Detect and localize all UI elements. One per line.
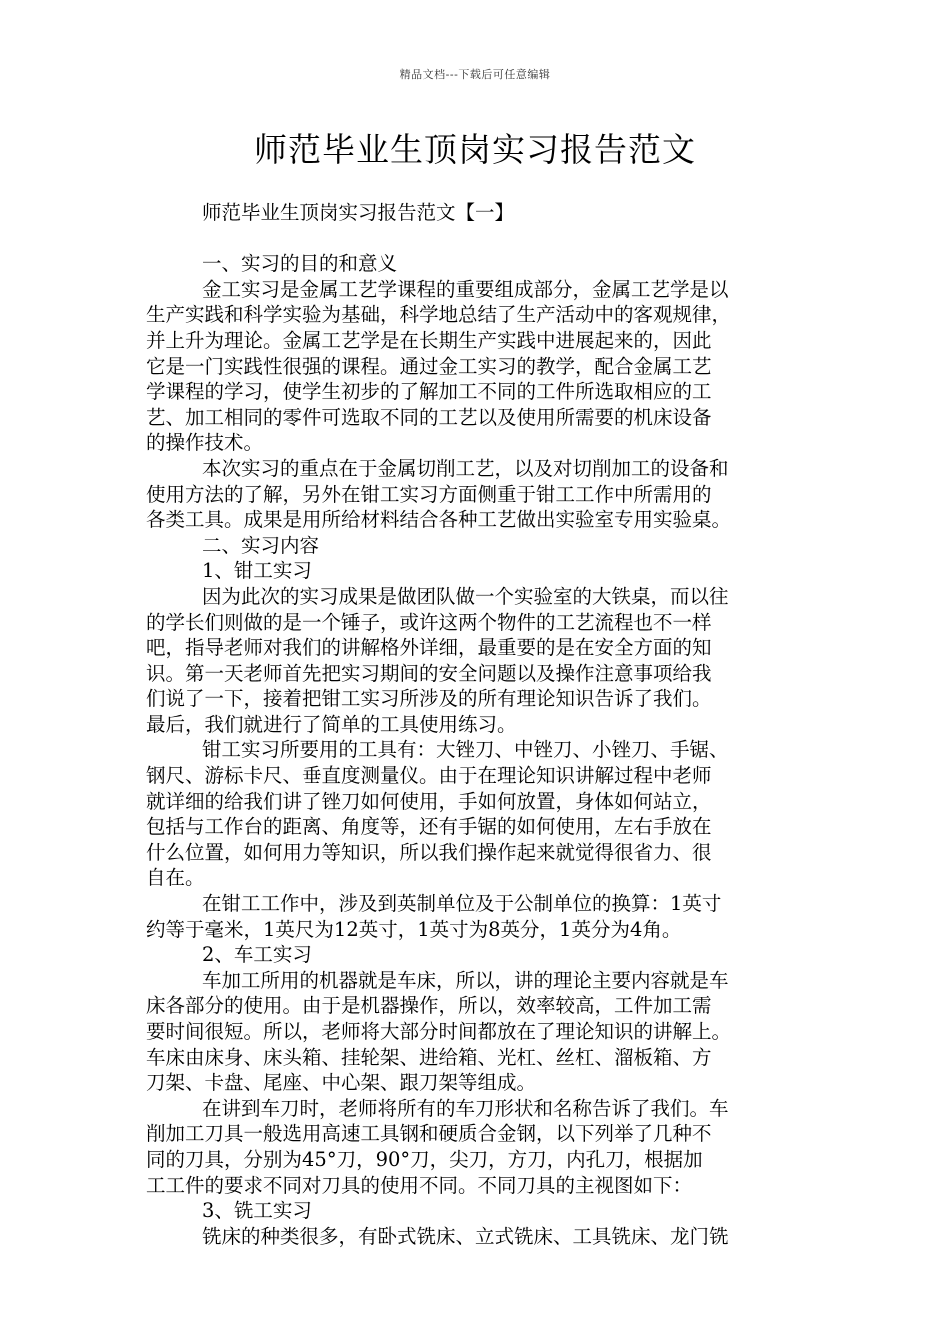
paragraph-line: 生产实践和科学实验为基础，科学地总结了生产活动中的客观规律， [146, 303, 732, 327]
paragraph-line: 最后，我们就进行了简单的工具使用练习。 [146, 712, 517, 736]
paragraph-line: 在讲到车刀时，老师将所有的车刀形状和名称告诉了我们。车 [202, 1096, 729, 1120]
paragraph-line: 约等于毫米，1英尺为12英寸，1英寸为8英分，1英分为4角。 [146, 917, 682, 941]
header-note: 精品文档---下载后可任意编辑 [399, 68, 551, 81]
blank-line [146, 226, 808, 252]
subheading: 一、实习的目的和意义 [202, 252, 398, 276]
paragraph-line: 各类工具。成果是用所给材料结合各种工艺做出实验室专用实验桌。 [146, 508, 732, 532]
paragraph-line: 们说了一下，接着把钳工实习所涉及的所有理论知识告诉了我们。 [146, 687, 712, 711]
paragraph-line: 因为此次的实习成果是做团队做一个实验室的大铁桌，而以往 [202, 584, 729, 608]
paragraph-line: 它是一门实践性很强的课程。通过金工实习的教学，配合金属工艺 [146, 354, 712, 378]
paragraph-line: 吧，指导老师对我们的讲解格外详细，最重要的是在安全方面的知 [146, 636, 712, 660]
paragraph-line: 学课程的学习，使学生初步的了解加工不同的工件所选取相应的工 [146, 380, 712, 404]
subheading: 二、实习内容 [202, 533, 320, 557]
paragraph-line: 金工实习是金属工艺学课程的重要组成部分，金属工艺学是以 [202, 277, 729, 301]
paragraph-line: 同的刀具，分别为45°刀，90°刀，尖刀，方刀，内孔刀，根据加 [146, 1147, 703, 1171]
paragraph-line: 就详细的给我们讲了锉刀如何使用，手如何放置，身体如何站立， [146, 789, 712, 813]
paragraph-line: 床各部分的使用。由于是机器操作，所以，效率较高，工件加工需 [146, 994, 712, 1018]
subheading: 3、铣工实习 [202, 1199, 312, 1223]
paragraph-line: 本次实习的重点在于金属切削工艺，以及对切削加工的设备和 [202, 456, 729, 480]
paragraph-line: 钢尺、游标卡尺、垂直度测量仪。由于在理论知识讲解过程中老师 [146, 764, 712, 788]
paragraph-line: 的学长们则做的是一个锤子，或许这两个物件的工艺流程也不一样 [146, 610, 712, 634]
paragraph-line: 要时间很短。所以，老师将大部分时间都放在了理论知识的讲解上。 [146, 1020, 732, 1043]
document-body [146, 200, 808, 1249]
section-heading: 师范毕业生顶岗实习报告范文【一】 [202, 201, 515, 224]
paragraph-line: 工工件的要求不同对刀具的使用不同。不同刀具的主视图如下： [146, 1173, 693, 1197]
paragraph-line: 使用方法的了解，另外在钳工实习方面侧重于钳工工作中所需用的 [146, 482, 712, 506]
paragraph-line: 自在。 [146, 866, 205, 890]
paragraph-line: 刀架、卡盘、尾座、中心架、跟刀架等组成。 [146, 1071, 537, 1095]
paragraph-line: 的操作技术。 [146, 431, 264, 455]
paragraph-line: 车床由床身、床头箱、挂轮架、进给箱、光杠、丝杠、溜板箱、方 [146, 1045, 712, 1069]
paragraph-line: 艺、加工相同的零件可选取不同的工艺以及使用所需要的机床设备 [146, 405, 712, 429]
paragraph-line: 包括与工作台的距离、角度等，还有手锯的如何使用，左右手放在 [146, 815, 712, 839]
paragraph-line: 铣床的种类很多，有卧式铣床、立式铣床、工具铣床、龙门铣 [202, 1224, 729, 1248]
paragraph-line: 车加工所用的机器就是车床，所以，讲的理论主要内容就是车 [202, 968, 729, 992]
paragraph-line: 削加工刀具一般选用高速工具钢和硬质合金钢，以下列举了几种不 [146, 1122, 712, 1146]
subheading: 2、车工实习 [202, 943, 312, 967]
paragraph-line: 识。第一天老师首先把实习期间的安全问题以及操作注意事项给我 [146, 661, 712, 685]
subheading: 1、钳工实习 [202, 559, 312, 583]
paragraph-line: 钳工实习所要用的工具有：大锉刀、中锉刀、小锉刀、手锯、 [202, 738, 729, 762]
paragraph-line: 什么位置，如何用力等知识，所以我们操作起来就觉得很省力、很 [146, 840, 712, 864]
document-title: 师范毕业生顶岗实习报告范文 [254, 130, 696, 169]
paragraph-line: 并上升为理论。金属工艺学是在长期生产实践中进展起来的，因此 [146, 328, 712, 352]
paragraph-line: 在钳工工作中，涉及到英制单位及于公制单位的换算：1英寸 [202, 892, 722, 916]
